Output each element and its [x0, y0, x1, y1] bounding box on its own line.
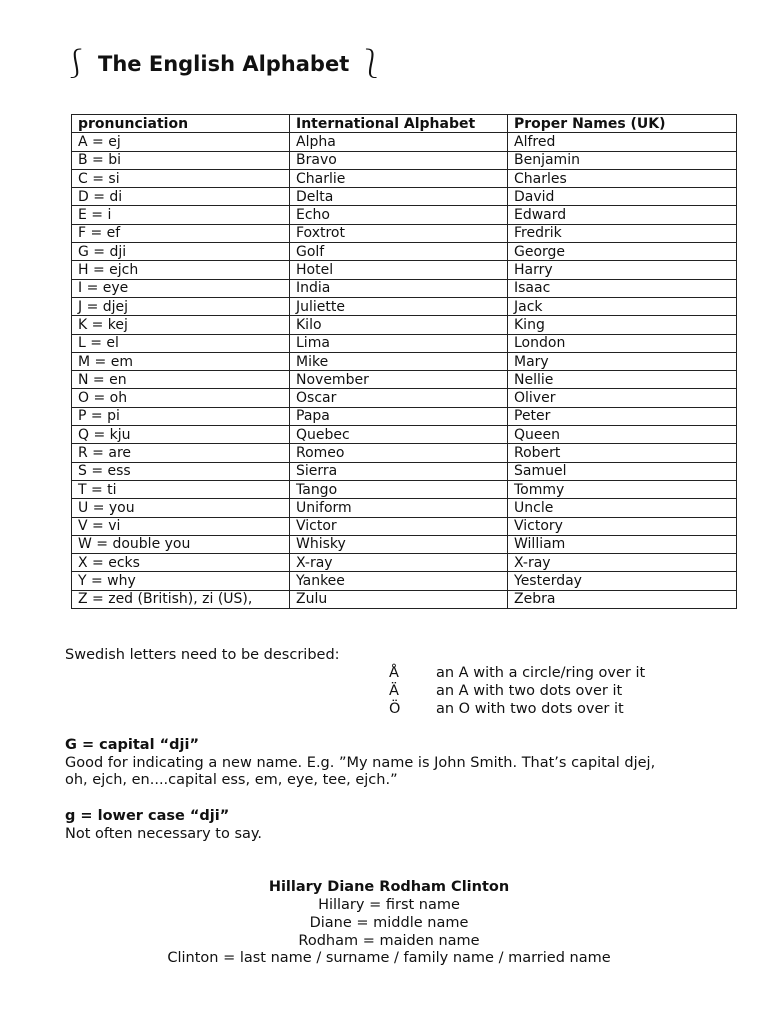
cell-proper-name: Charles — [508, 169, 737, 187]
table-row — [72, 462, 737, 480]
cell-international: Charlie — [290, 169, 508, 187]
cell-pronunciation: J = djej — [72, 297, 290, 315]
table-row — [72, 151, 737, 169]
cell-proper-name: Nellie — [508, 371, 737, 389]
cell-international: Golf — [290, 243, 508, 261]
example-heading: Hillary Diane Rodham Clinton — [268, 879, 510, 895]
table-row — [72, 169, 737, 187]
cell-proper-name: Victory — [508, 517, 737, 535]
cell-pronunciation: H = ejch — [72, 261, 290, 279]
cell-pronunciation: R = are — [72, 444, 290, 462]
cell-international: Quebec — [290, 426, 508, 444]
cell-proper-name: Alfred — [508, 133, 737, 151]
cell-pronunciation: A = ej — [72, 133, 290, 151]
swedish-letter: Ö — [389, 701, 401, 717]
cell-international: Kilo — [290, 316, 508, 334]
table-row — [72, 243, 737, 261]
cell-proper-name: William — [508, 535, 737, 553]
header-proper-names: Proper Names (UK) — [508, 115, 737, 133]
cell-proper-name: X-ray — [508, 554, 737, 572]
cell-proper-name: Mary — [508, 352, 737, 370]
cell-international: Victor — [290, 517, 508, 535]
cell-international: Yankee — [290, 572, 508, 590]
example-line: Diane = middle name — [309, 915, 469, 931]
swedish-description: an A with a circle/ring over it — [436, 665, 646, 681]
cell-international: Delta — [290, 188, 508, 206]
lower-heading: g = lower case “dji” — [65, 808, 230, 824]
left-brace-icon: ⎰ — [62, 47, 91, 80]
table-row — [72, 352, 737, 370]
table-row — [72, 590, 737, 608]
cell-international: Mike — [290, 352, 508, 370]
table-row — [72, 554, 737, 572]
cell-pronunciation: I = eye — [72, 279, 290, 297]
cell-international: Bravo — [290, 151, 508, 169]
cell-international: Zulu — [290, 590, 508, 608]
cell-international: Uniform — [290, 499, 508, 517]
cell-pronunciation: L = el — [72, 334, 290, 352]
cell-proper-name: Fredrik — [508, 224, 737, 242]
capital-line-2: oh, ejch, en....capital ess, em, eye, tee, ejch.” — [65, 772, 398, 788]
cell-international: Hotel — [290, 261, 508, 279]
table-row — [72, 334, 737, 352]
cell-pronunciation: D = di — [72, 188, 290, 206]
cell-proper-name: Peter — [508, 407, 737, 425]
table-row — [72, 407, 737, 425]
table-row — [72, 224, 737, 242]
header-pronunciation: pronunciation — [72, 115, 290, 133]
page-title — [62, 47, 386, 80]
cell-proper-name: Isaac — [508, 279, 737, 297]
right-brace-icon: ⎱ — [357, 47, 386, 80]
cell-proper-name: Uncle — [508, 499, 737, 517]
table-row — [72, 261, 737, 279]
cell-international: Juliette — [290, 297, 508, 315]
cell-international: India — [290, 279, 508, 297]
cell-international: Sierra — [290, 462, 508, 480]
cell-proper-name: David — [508, 188, 737, 206]
swedish-description: an A with two dots over it — [436, 683, 623, 699]
cell-international: November — [290, 371, 508, 389]
swedish-letter: Å — [389, 665, 399, 681]
table-body — [72, 133, 737, 609]
table-row — [72, 517, 737, 535]
cell-proper-name: London — [508, 334, 737, 352]
cell-proper-name: Jack — [508, 297, 737, 315]
table-row — [72, 188, 737, 206]
table-row — [72, 316, 737, 334]
cell-international: Alpha — [290, 133, 508, 151]
cell-proper-name: Zebra — [508, 590, 737, 608]
cell-pronunciation: C = si — [72, 169, 290, 187]
cell-proper-name: Harry — [508, 261, 737, 279]
cell-pronunciation: T = ti — [72, 480, 290, 498]
cell-international: Echo — [290, 206, 508, 224]
cell-pronunciation: S = ess — [72, 462, 290, 480]
cell-pronunciation: V = vi — [72, 517, 290, 535]
header-international-alphabet: International Alphabet — [290, 115, 508, 133]
swedish-description: an O with two dots over it — [436, 701, 624, 717]
cell-proper-name: Oliver — [508, 389, 737, 407]
table-row — [72, 480, 737, 498]
cell-pronunciation: B = bi — [72, 151, 290, 169]
cell-proper-name: Tommy — [508, 480, 737, 498]
swedish-letter: Ä — [389, 683, 399, 699]
cell-pronunciation: W = double you — [72, 535, 290, 553]
cell-international: Papa — [290, 407, 508, 425]
cell-pronunciation: E = i — [72, 206, 290, 224]
cell-pronunciation: X = ecks — [72, 554, 290, 572]
cell-proper-name: Samuel — [508, 462, 737, 480]
table-row — [72, 426, 737, 444]
cell-international: Lima — [290, 334, 508, 352]
table-row — [72, 499, 737, 517]
cell-pronunciation: N = en — [72, 371, 290, 389]
cell-international: Whisky — [290, 535, 508, 553]
table-row — [72, 297, 737, 315]
lower-line-1: Not often necessary to say. — [65, 826, 263, 842]
cell-proper-name: George — [508, 243, 737, 261]
swedish-intro: Swedish letters need to be described: — [65, 647, 340, 663]
cell-pronunciation: P = pi — [72, 407, 290, 425]
table-row — [72, 133, 737, 151]
cell-international: Foxtrot — [290, 224, 508, 242]
title-text: The English Alphabet — [98, 52, 350, 76]
table-header-row — [72, 115, 737, 133]
example-line: Hillary = first name — [318, 897, 460, 913]
cell-proper-name: Benjamin — [508, 151, 737, 169]
example-line: Clinton = last name / surname / family name / married name — [167, 950, 611, 966]
table-row — [72, 572, 737, 590]
table-row — [72, 389, 737, 407]
table-row — [72, 206, 737, 224]
cell-international: Romeo — [290, 444, 508, 462]
cell-pronunciation: O = oh — [72, 389, 290, 407]
cell-pronunciation: K = kej — [72, 316, 290, 334]
cell-proper-name: Robert — [508, 444, 737, 462]
capital-heading: G = capital “dji” — [65, 737, 199, 753]
cell-pronunciation: Q = kju — [72, 426, 290, 444]
cell-pronunciation: F = ef — [72, 224, 290, 242]
cell-pronunciation: Z = zed (British), zi (US), — [72, 590, 290, 608]
capital-line-1: Good for indicating a new name. E.g. ”My name is John Smith. That’s capital djej, — [65, 755, 656, 771]
cell-international: X-ray — [290, 554, 508, 572]
cell-pronunciation: U = you — [72, 499, 290, 517]
table-row — [72, 535, 737, 553]
cell-international: Oscar — [290, 389, 508, 407]
cell-proper-name: King — [508, 316, 737, 334]
cell-pronunciation: G = dji — [72, 243, 290, 261]
example-line: Rodham = maiden name — [298, 933, 480, 949]
cell-proper-name: Queen — [508, 426, 737, 444]
cell-international: Tango — [290, 480, 508, 498]
alphabet-table — [71, 114, 737, 609]
cell-pronunciation: Y = why — [72, 572, 290, 590]
cell-proper-name: Edward — [508, 206, 737, 224]
cell-proper-name: Yesterday — [508, 572, 737, 590]
table-row — [72, 279, 737, 297]
table-row — [72, 444, 737, 462]
table-row — [72, 371, 737, 389]
cell-pronunciation: M = em — [72, 352, 290, 370]
